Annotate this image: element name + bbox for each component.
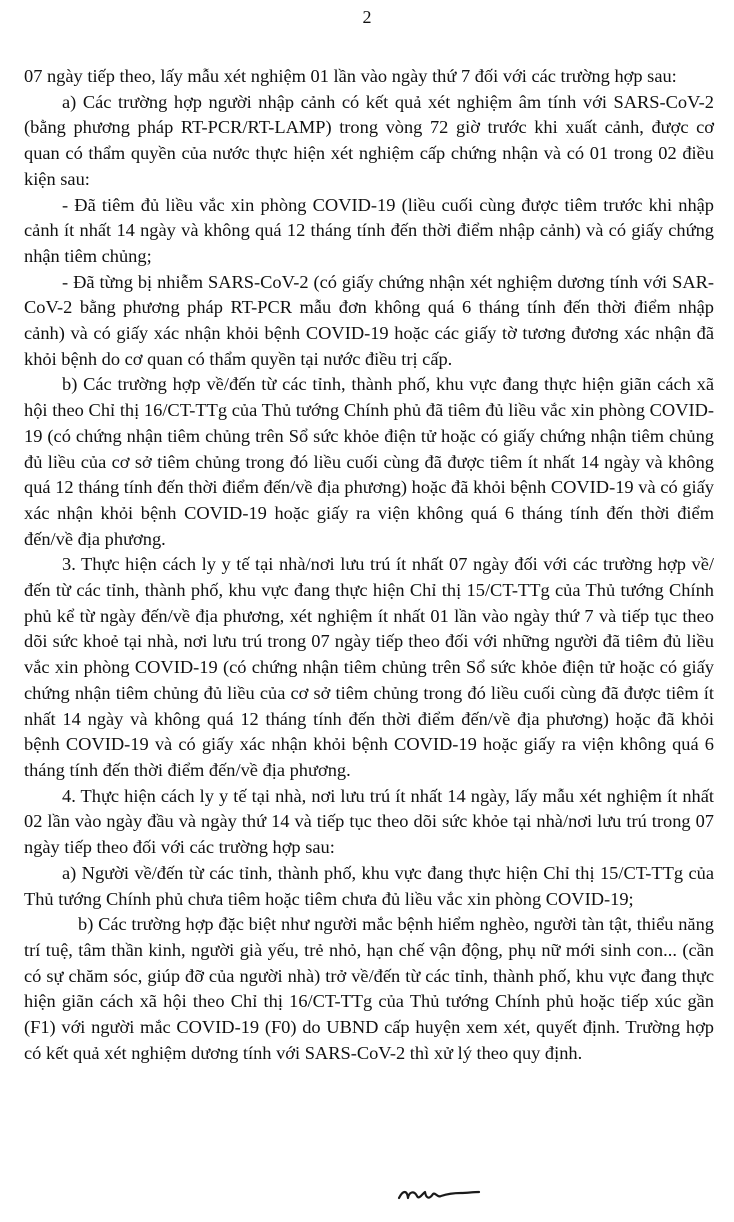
paragraph-4a: a) Người về/đến từ các tỉnh, thành phố, khu vực đang thực hiện Chỉ thị 15/CT-TTg của Thủ tướng Chính phủ chưa tiêm hoặc tiêm chưa đủ liều vắc xin phòng COVID-19;: [24, 862, 714, 909]
paragraph-2a: a) Các trường hợp người nhập cảnh có kết quả xét nghiệm âm tính với SARS-CoV-2 (bằng phương pháp RT-PCR/RT-LAMP) trong vòng 72 giờ trước khi xuất cảnh, được cơ quan có thẩm quyền của nước thực hiện xét nghiệm cấp chứng nhận và có 01 trong 02 điều kiện sau:: [24, 91, 714, 189]
paragraph-3: 3. Thực hiện cách ly y tế tại nhà/nơi lưu trú ít nhất 07 ngày đối với các trường hợp về/đến từ các tỉnh, thành phố, khu vực đang thực hiện Chỉ thị 15/CT-TTg của Thủ tướng Chính phủ kể từ ngày đến/về địa phương, xét nghiệm ít nhất 01 lần vào ngày thứ 7 và tiếp tục theo dõi sức khoẻ tại nhà, nơi lưu trú trong 07 ngày tiếp theo đối với những người đã tiêm đủ liều vắc xin phòng COVID-19 (có chứng nhận tiêm chủng trên Sổ sức khỏe điện tử hoặc có giấy chứng nhận tiêm chủng đủ liều của cơ sở tiêm chủng trong đó liều cuối cùng đã được tiêm ít nhất 14 ngày và không quá 12 tháng tính đến thời điểm đến/về địa phương) hoặc đã khỏi bệnh COVID-19 và có giấy xác nhận khỏi bệnh COVID-19 hoặc giấy ra viện không quá 6 tháng tính đến thời điểm đến/về địa phương.: [24, 554, 714, 780]
bullet-recovered: - Đã từng bị nhiễm SARS-CoV-2 (có giấy chứng nhận xét nghiệm dương tính với SAR-CoV-2 bằng phương pháp RT-PCR mẫu đơn không quá 6 tháng tính đến thời điểm nhập cảnh) và có giấy xác nhận khỏi bệnh COVID-19 hoặc các giấy tờ tương đương xác nhận đã khỏi bệnh do cơ quan có thẩm quyền tại nước điều trị cấp.: [24, 271, 714, 369]
paragraph-4: 4. Thực hiện cách ly y tế tại nhà, nơi lưu trú ít nhất 14 ngày, lấy mẫu xét nghiệm ít nhất 02 lần vào ngày đầu và ngày thứ 14 và tiếp tục theo dõi sức khỏe tại nhà/nơi lưu trú trong 07 ngày tiếp theo đối với các trường hợp sau:: [24, 785, 714, 858]
page-number: 2: [362, 7, 372, 27]
paragraph-continuation: 07 ngày tiếp theo, lấy mẫu xét nghiệm 01 lần vào ngày thứ 7 đối với các trường hợp sau:: [24, 66, 677, 86]
initials-signature: [395, 1178, 485, 1208]
bullet-vaccinated: - Đã tiêm đủ liều vắc xin phòng COVID-19 (liều cuối cùng được tiêm trước khi nhập cảnh ít nhất 14 ngày và không quá 12 tháng tính đến thời điểm nhập cảnh) và có giấy chứng nhận tiêm chủng;: [24, 194, 714, 266]
document-body: [24, 64, 714, 1066]
paragraph-2b: b) Các trường hợp về/đến từ các tỉnh, thành phố, khu vực đang thực hiện giãn cách xã hội theo Chỉ thị 16/CT-TTg của Thủ tướng Chính phủ đã tiêm đủ liều vắc xin phòng COVID-19 (có chứng nhận tiêm chủng trên Sổ sức khỏe điện tử hoặc có giấy chứng nhận tiêm chủng đủ liều của cơ sở tiêm chủng trong đó liều cuối cùng đã được tiêm ít nhất 14 ngày và không quá 12 tháng tính đến thời điểm đến/về địa phương) hoặc đã khỏi bệnh COVID-19 và có giấy xác nhận khỏi bệnh COVID-19 hoặc giấy ra viện không quá 6 tháng tính đến thời điểm đến/về địa phương.: [24, 374, 714, 549]
paragraph-4b: b) Các trường hợp đặc biệt như người mắc bệnh hiểm nghèo, người tàn tật, thiểu năng trí tuệ, tâm thần kinh, người già yếu, trẻ nhỏ, hạn chế vận động, phụ nữ mới sinh con... (cần có sự chăm sóc, giúp đỡ của người nhà) trở về/đến từ các tỉnh, thành phố, khu vực đang thực hiện giãn cách xã hội theo Chỉ thị 16/CT-TTg của Thủ tướng Chính phủ hoặc tiếp xúc gần (F1) với người mắc COVID-19 (F0) do UBND cấp huyện xem xét, quyết định. Trường hợp có kết quả xét nghiệm dương tính với SARS-CoV-2 thì xử lý theo quy định.: [24, 914, 714, 1063]
